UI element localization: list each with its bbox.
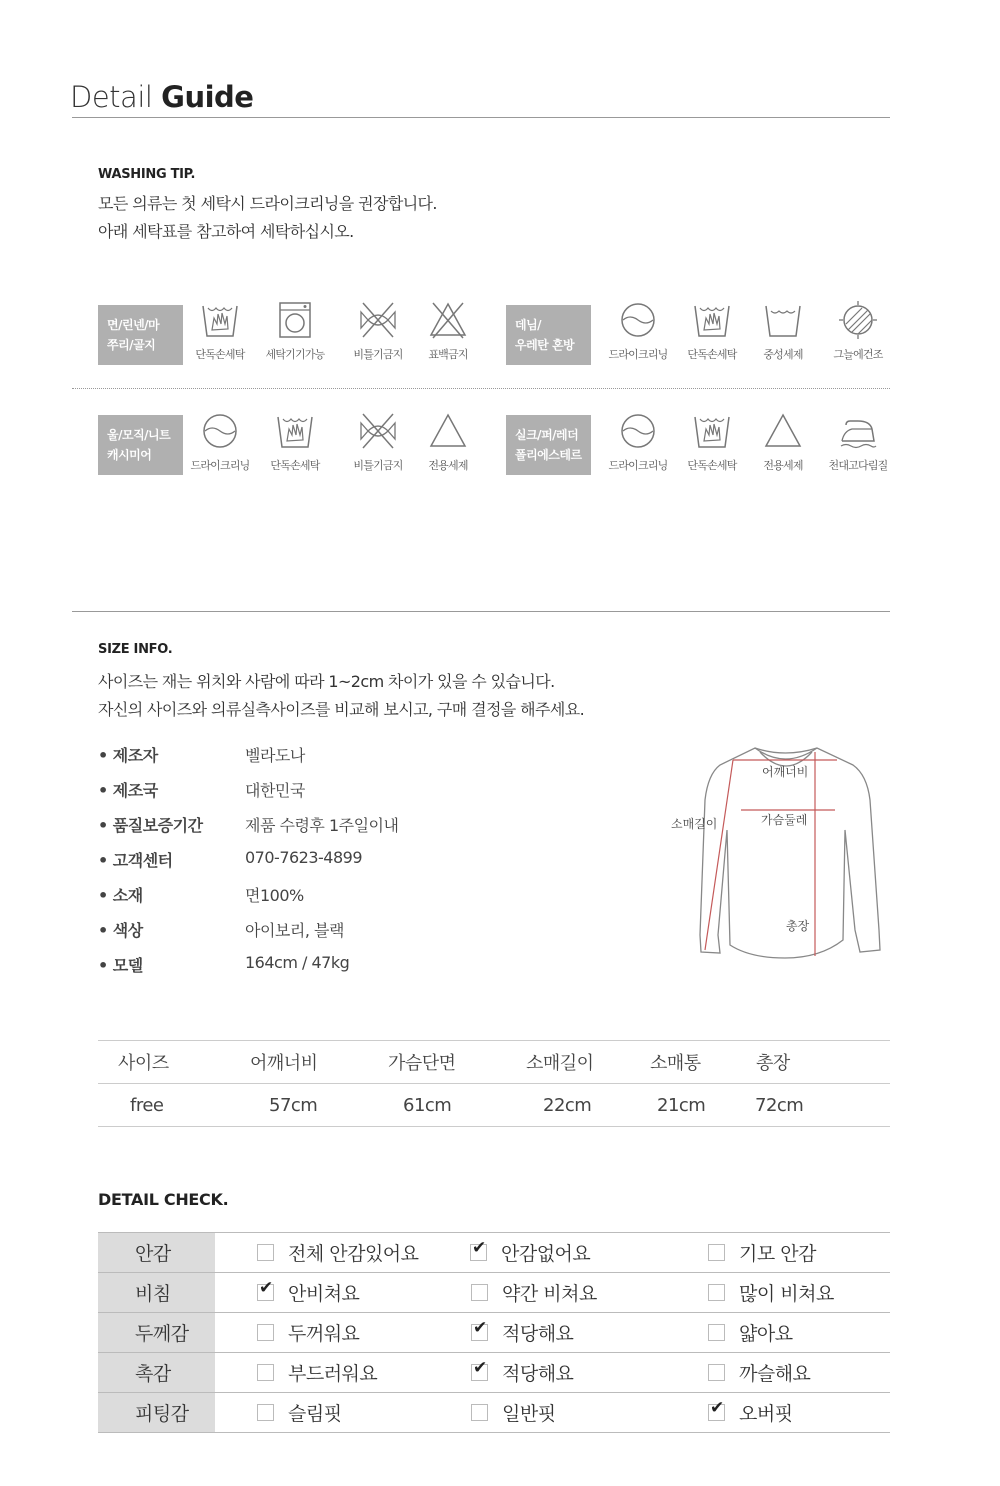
wash-symbol-label: 단독손세탁 (687, 459, 737, 472)
check-row (98, 1233, 890, 1273)
wash-symbol (602, 300, 674, 370)
spec-row (98, 918, 598, 953)
checkbox[interactable] (708, 1284, 725, 1301)
check-option[interactable] (707, 1233, 890, 1273)
wash-symbol (412, 300, 484, 370)
wash-symbol-label: 천대고다림질 (828, 459, 888, 472)
check-option[interactable] (470, 1313, 707, 1353)
shoulder-label: 어깨너비 (762, 765, 809, 779)
check-option-label: 안비쳐요 (288, 1283, 360, 1305)
iron-cloth-icon (838, 411, 878, 451)
wash-symbol-label: 드라이크리닝 (608, 348, 668, 361)
check-option-label: 안감없어요 (501, 1243, 591, 1265)
neutral-detergent-icon (763, 300, 803, 340)
wash-symbol (412, 411, 484, 481)
table-header-cell: 총장 (755, 1041, 890, 1084)
spec-key: • 제조자 (98, 746, 158, 765)
divider (72, 611, 890, 612)
checkbox-checked[interactable] (471, 1324, 488, 1341)
wash-symbol (342, 411, 414, 481)
dry-clean-icon (618, 411, 658, 451)
checkbox-checked[interactable] (708, 1404, 725, 1421)
size-info-text (98, 668, 584, 724)
check-option-label: 슬림핏 (288, 1403, 342, 1425)
spec-key: • 소재 (98, 886, 143, 905)
hand-wash-icon (692, 300, 732, 340)
checkbox[interactable] (257, 1244, 274, 1261)
spec-value: 벨라도나 (245, 746, 305, 765)
length-label: 총장 (786, 919, 810, 933)
check-option-label: 오버핏 (739, 1403, 793, 1425)
check-row (98, 1353, 890, 1393)
wash-symbol (676, 300, 748, 370)
table-cell: free (98, 1084, 249, 1127)
dotted-divider (72, 388, 890, 389)
check-option-label: 까슬해요 (739, 1363, 811, 1385)
fabric-group-label: 우레탄 혼방 (515, 338, 575, 352)
check-option[interactable] (707, 1353, 890, 1393)
spec-key: • 모델 (98, 956, 143, 975)
wash-symbol (822, 300, 894, 370)
wash-symbol-label: 그늘에건조 (833, 348, 883, 361)
wash-symbol-label: 단독손세탁 (195, 348, 245, 361)
check-option[interactable] (470, 1353, 707, 1393)
wash-symbol-label: 표백금지 (428, 348, 468, 361)
wash-symbol-label: 단독손세탁 (687, 348, 737, 361)
fabric-group-label: 폴리에스테르 (515, 448, 582, 462)
table-header-cell: 가슴단면 (387, 1041, 525, 1084)
checkbox[interactable] (257, 1404, 274, 1421)
spec-row (98, 883, 598, 918)
check-option[interactable] (215, 1393, 470, 1433)
table-header-row (98, 1041, 890, 1084)
check-option[interactable] (215, 1273, 470, 1313)
check-option[interactable] (707, 1393, 890, 1433)
spec-value: 면100% (245, 886, 304, 905)
fabric-group-denim (506, 305, 591, 365)
checkbox[interactable] (257, 1324, 274, 1341)
size-table (98, 1040, 890, 1127)
check-row-label: 촉감 (98, 1353, 215, 1393)
spec-row (98, 953, 598, 988)
wash-symbol (747, 411, 819, 481)
spec-value: 대한민국 (245, 781, 305, 800)
wash-symbol (822, 411, 894, 481)
spec-row (98, 813, 598, 848)
table-cell: 22cm (525, 1084, 649, 1127)
check-option[interactable] (707, 1313, 890, 1353)
no-wring-icon (358, 411, 398, 451)
check-option[interactable] (707, 1273, 890, 1313)
washing-tip-text (98, 190, 437, 246)
no-bleach-icon (428, 300, 468, 340)
fabric-group-label: 울/모직/니트 (107, 428, 171, 442)
checkbox[interactable] (471, 1404, 488, 1421)
garment-measurement-diagram (665, 740, 890, 965)
wash-symbol (259, 300, 331, 370)
wash-symbol-label: 비틀기금지 (353, 348, 403, 361)
check-row (98, 1393, 890, 1433)
check-row-label: 안감 (98, 1233, 215, 1273)
washing-tip-line1: 모든 의류는 첫 세탁시 드라이크리닝을 권장합니다. (98, 194, 437, 213)
wash-symbol (747, 300, 819, 370)
washing-tip-heading: WASHING TIP. (98, 167, 196, 182)
size-info-heading: SIZE INFO. (98, 642, 173, 657)
check-option[interactable] (215, 1233, 470, 1273)
wash-symbol-label: 드라이크리닝 (608, 459, 668, 472)
table-header-cell: 소매길이 (525, 1041, 649, 1084)
check-option[interactable] (470, 1393, 707, 1433)
wash-symbol-label: 중성세제 (763, 348, 803, 361)
check-option[interactable] (470, 1233, 707, 1273)
check-option-label: 일반핏 (502, 1403, 556, 1425)
chest-label: 가슴둘레 (761, 813, 808, 827)
checkbox[interactable] (471, 1284, 488, 1301)
table-cell: 61cm (387, 1084, 525, 1127)
table-header-cell: 어깨너비 (249, 1041, 387, 1084)
wash-symbol (184, 411, 256, 481)
wash-symbol-label: 단독손세탁 (270, 459, 320, 472)
check-row-label: 비침 (98, 1273, 215, 1313)
spec-row (98, 778, 598, 813)
checkbox[interactable] (708, 1244, 725, 1261)
hand-wash-icon (200, 300, 240, 340)
check-option-label: 두꺼워요 (288, 1323, 360, 1345)
fabric-group-label: 캐시미어 (107, 448, 152, 462)
checkbox[interactable] (708, 1324, 725, 1341)
special-detergent-icon (763, 411, 803, 451)
check-option-label: 적당해요 (502, 1363, 574, 1385)
table-cell: 57cm (249, 1084, 387, 1127)
dry-clean-icon (200, 411, 240, 451)
spec-key: • 색상 (98, 921, 143, 940)
wash-symbol-label: 비틀기금지 (353, 459, 403, 472)
table-header-cell: 소매통 (649, 1041, 755, 1084)
page-title: Detail Guide (70, 80, 254, 114)
spec-key: • 품질보증기간 (98, 816, 203, 835)
check-row-label: 피팅감 (98, 1393, 215, 1433)
check-option[interactable] (470, 1273, 707, 1313)
no-wring-icon (358, 300, 398, 340)
spec-key: • 고객센터 (98, 851, 173, 870)
check-row (98, 1313, 890, 1353)
divider (72, 117, 890, 118)
special-detergent-icon (428, 411, 468, 451)
check-option-label: 많이 비쳐요 (739, 1283, 834, 1305)
spec-row (98, 743, 598, 778)
sleeve-label: 소매길이 (671, 817, 718, 831)
detail-check-table (98, 1232, 890, 1433)
spec-row (98, 848, 598, 883)
fabric-group-label: 면/린넨/마 (107, 318, 160, 332)
wash-symbol-label: 전용세제 (428, 459, 468, 472)
spec-value: 아이보리, 블랙 (245, 921, 344, 940)
spec-value: 제품 수령후 1주일이내 (245, 816, 399, 835)
wash-symbol (676, 411, 748, 481)
spec-key: • 제조국 (98, 781, 158, 800)
checkbox-checked[interactable] (471, 1364, 488, 1381)
check-option-label: 약간 비쳐요 (502, 1283, 597, 1305)
dry-clean-icon (618, 300, 658, 340)
spec-value: 070-7623-4899 (245, 848, 363, 867)
check-option[interactable] (215, 1313, 470, 1353)
fabric-group-wool (98, 415, 183, 475)
size-info-line2: 자신의 사이즈와 의류실측사이즈를 비교해 보시고, 구매 결정을 해주세요. (98, 700, 585, 719)
wash-symbol (259, 411, 331, 481)
checkbox[interactable] (708, 1364, 725, 1381)
check-option-label: 부드러워요 (288, 1363, 378, 1385)
size-info-line1: 사이즈는 재는 위치와 사람에 따라 1~2cm 차이가 있을 수 있습니다. (98, 672, 555, 691)
table-cell: 72cm (755, 1084, 890, 1127)
fabric-group-label: 데님/ (515, 318, 542, 332)
fabric-group-silk (506, 415, 591, 475)
check-row-label: 두께감 (98, 1313, 215, 1353)
table-cell: 21cm (649, 1084, 755, 1127)
hand-wash-icon (275, 411, 315, 451)
wash-symbol (602, 411, 674, 481)
wash-symbol (184, 300, 256, 370)
wash-symbol-label: 드라이크리닝 (190, 459, 250, 472)
checkbox-checked[interactable] (257, 1284, 274, 1301)
table-header-cell: 사이즈 (98, 1041, 249, 1084)
checkbox[interactable] (257, 1364, 274, 1381)
check-option-label: 전체 안감있어요 (288, 1243, 419, 1265)
check-option-label: 기모 안감 (739, 1243, 816, 1265)
detail-check-heading: DETAIL CHECK. (98, 1190, 229, 1209)
washing-tip-line2: 아래 세탁표를 참고하여 세탁하십시오. (98, 222, 354, 241)
table-row (98, 1084, 890, 1127)
fabric-group-label: 쭈리/골지 (107, 338, 156, 352)
checkbox-checked[interactable] (470, 1244, 487, 1261)
fabric-group-cotton (98, 305, 183, 365)
check-option[interactable] (215, 1353, 470, 1393)
fabric-group-label: 실크/퍼/레더 (515, 428, 579, 442)
check-option-label: 적당해요 (502, 1323, 574, 1345)
check-row (98, 1273, 890, 1313)
spec-value: 164cm / 47kg (245, 953, 350, 972)
machine-wash-icon (275, 300, 315, 340)
check-option-label: 얇아요 (739, 1323, 793, 1345)
wash-symbol (342, 300, 414, 370)
hand-wash-icon (692, 411, 732, 451)
wash-symbol-label: 세탁기기가능 (265, 348, 325, 361)
wash-symbol-label: 전용세제 (763, 459, 803, 472)
shade-dry-icon (838, 300, 878, 340)
